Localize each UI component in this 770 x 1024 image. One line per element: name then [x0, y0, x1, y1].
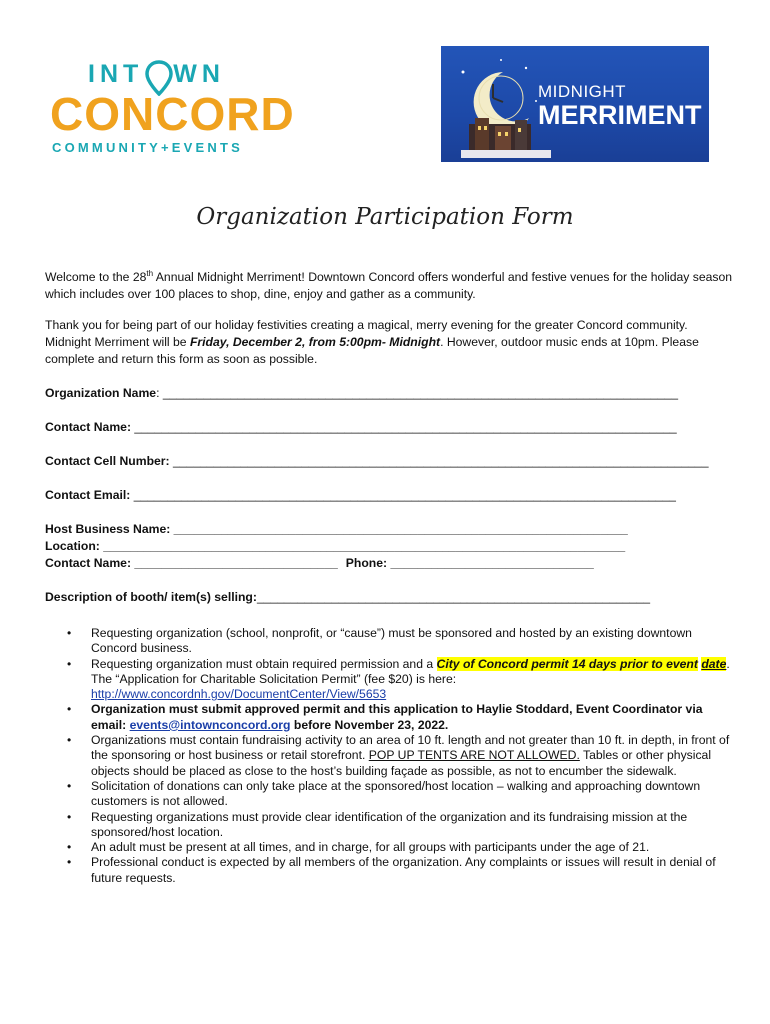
list-item: • Requesting organization (school, nonprofit, or “cause”) must be sponsored and hosted by an existing downtown Concord business. [67, 626, 692, 656]
booth-description-field[interactable]: Description of booth/ item(s) selling:__________________________________________________________ [45, 590, 651, 604]
logo-merriment-text: MERRIMENT [538, 100, 702, 130]
email-link[interactable]: events@intownconcord.org [129, 717, 291, 732]
contact-cell-field[interactable]: Contact Cell Number: _______________________________________________________________________________ [45, 454, 709, 468]
host-business-field[interactable]: Host Business Name: ___________________________________________________________________ [45, 522, 628, 536]
list-item: • An adult must be present at all times, and in charge, for all groups with participants under the age of 21. [67, 840, 650, 855]
list-item: • Requesting organizations must provide clear identification of the organization and its fundraising mission at the sponsored/host location. [67, 809, 688, 839]
list-item: • Professional conduct is expected by all members of the organization. Any complaints or issues will result in denial of future requests. [67, 855, 716, 885]
location-field[interactable]: Location: _____________________________________________________________________________ [45, 539, 626, 553]
page-title: Organization Participation Form [196, 204, 574, 230]
logo-midnight-text: MIDNIGHT [538, 82, 627, 101]
logo-concord-text: CONCORD [50, 88, 295, 140]
contact-email-field[interactable]: Contact Email: ________________________________________________________________________________ [45, 488, 676, 502]
list-item: • Solicitation of donations can only take place at the sponsored/host location – walking and approaching downtown customers is not allowed. [67, 778, 701, 809]
list-item: • Organization must submit approved permit and this application to Haylie Stoddard, Event Coordinator via email: events@intownconcord.org before November 23, 2022. [67, 702, 703, 732]
intown-concord-logo [50, 60, 295, 160]
midnight-merriment-logo [441, 46, 709, 162]
intro-paragraph-1: Welcome to the 28th Annual Midnight Merriment! Downtown Concord offers wonderful and festive venues for the holiday season which includes over 100 places to shop, dine, enjoy and gather as a community. [45, 269, 733, 302]
host-contact-field[interactable]: Contact Name: ______________________________ Phone: ______________________________ [45, 556, 594, 570]
intro-paragraph-2: Thank you for being part of our holiday festivities creating a magical, merry evening for the greater Concord community. Midnight Merriment will be Friday, December 2, from 5:00pm- Midnight. However, outdoor music ends at 10pm. Please complete and return this form as soon as possible. [45, 318, 699, 366]
rules-list [45, 626, 735, 886]
contact-name-field[interactable]: Contact Name: ________________________________________________________________________________ [45, 420, 677, 434]
logo-intown-text: INT WN [88, 60, 225, 88]
list-item: • Organizations must contain fundraising activity to an area of 10 ft. length and not greater than 10 ft. in depth, in front of the sponsoring or host business or retail storefront. POP UP TENTS ARE NOT ALLOWED. Tables or other physical objects should be placed as close to the host’s building façade as possible, as not to encumber the sidewalk. [67, 733, 730, 778]
permit-link[interactable]: http://www.concordnh.gov/DocumentCenter/View/5653 [91, 687, 387, 702]
list-item: • Requesting organization must obtain required permission and a City of Concord permit 14 days prior to event date. The “Application for Charitable Solicitation Permit” (fee $20) is here: http://www.concordnh.gov/DocumentCenter/View/5653 [67, 656, 730, 702]
logo-community-events-text: COMMUNITY+EVENTS [52, 140, 243, 155]
organization-name-field[interactable]: Organization Name: ____________________________________________________________________________ [45, 386, 678, 400]
